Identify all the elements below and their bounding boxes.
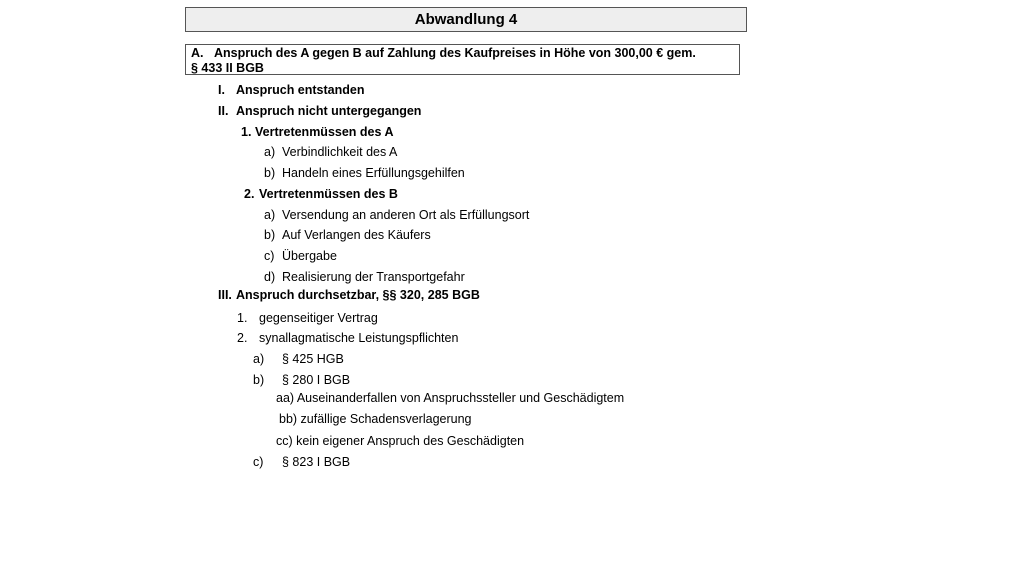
outline-number: c) bbox=[253, 455, 264, 469]
outline-item-iii-2-b-aa bbox=[276, 390, 624, 406]
outline-text: cc) kein eigener Anspruch des Geschädigten bbox=[276, 434, 525, 448]
outline-number: b) bbox=[253, 373, 265, 387]
outline-item-i bbox=[218, 82, 365, 98]
outline-item-iii-2 bbox=[237, 330, 458, 346]
outline-item-iii-2-b-cc bbox=[276, 433, 524, 449]
section-a-text: Anspruch des A gegen B auf Zahlung des Kaufpreises in Höhe von 300,00 € gem. bbox=[214, 46, 696, 60]
outline-item-iii-2-c bbox=[253, 454, 350, 470]
outline-text: Realisierung der Transportgefahr bbox=[282, 270, 465, 284]
outline-item-ii bbox=[218, 103, 421, 119]
outline-number: a) bbox=[264, 145, 276, 159]
outline-item-iii-2-b bbox=[253, 372, 350, 388]
outline-number: 2. bbox=[244, 187, 255, 201]
outline-number: II. bbox=[218, 104, 229, 118]
outline-text: § 425 HGB bbox=[282, 352, 344, 366]
slide-title: Abwandlung 4 bbox=[185, 7, 747, 32]
section-a-line1 bbox=[191, 46, 739, 61]
outline-item-ii-1-a bbox=[264, 144, 397, 160]
outline-number: I. bbox=[218, 83, 225, 97]
outline-text: Anspruch nicht untergegangen bbox=[236, 104, 422, 118]
outline-text: bb) zufällige Schadensverlagerung bbox=[279, 412, 472, 426]
outline-number: 1. bbox=[237, 311, 248, 325]
outline-text: Vertretenmüssen des B bbox=[259, 187, 398, 201]
outline-text: synallagmatische Leistungspflichten bbox=[259, 331, 459, 345]
outline-text: Anspruch durchsetzbar, §§ 320, 285 BGB bbox=[236, 288, 480, 302]
outline-number: a) bbox=[253, 352, 265, 366]
outline-item-iii-2-a bbox=[253, 351, 344, 367]
outline-text: Versendung an anderen Ort als Erfüllungsort bbox=[282, 208, 530, 222]
outline-item-iii bbox=[218, 287, 480, 303]
outline-number: III. bbox=[218, 288, 232, 302]
outline-text: § 823 I BGB bbox=[282, 455, 351, 469]
outline-item-ii-2-c bbox=[264, 248, 337, 264]
outline-item-ii-2-b bbox=[264, 227, 431, 243]
outline-text: § 280 I BGB bbox=[282, 373, 351, 387]
outline-item-ii-1 bbox=[241, 124, 393, 140]
outline-text: Handeln eines Erfüllungsgehilfen bbox=[282, 166, 465, 180]
outline-number: b) bbox=[264, 228, 276, 242]
outline-number: 2. bbox=[237, 331, 248, 345]
section-a-letter: A. bbox=[191, 46, 204, 60]
outline-number: b) bbox=[264, 166, 276, 180]
outline-text: Anspruch entstanden bbox=[236, 83, 365, 97]
outline-text: Vertretenmüssen des A bbox=[255, 125, 394, 139]
outline-number: d) bbox=[264, 270, 276, 284]
outline-text: Übergabe bbox=[282, 249, 337, 263]
outline-text: Auf Verlangen des Käufers bbox=[282, 228, 431, 242]
outline-item-iii-1 bbox=[237, 310, 378, 326]
section-a-line2: § 433 II BGB bbox=[191, 61, 264, 75]
outline-number: a) bbox=[264, 208, 276, 222]
outline-item-ii-2-a bbox=[264, 207, 529, 223]
section-a-heading bbox=[185, 44, 740, 75]
outline-item-iii-2-b-bb bbox=[279, 411, 472, 427]
outline-number: c) bbox=[264, 249, 275, 263]
outline-text: Verbindlichkeit des A bbox=[282, 145, 398, 159]
outline-item-ii-1-b bbox=[264, 165, 465, 181]
outline-item-ii-2-d bbox=[264, 269, 465, 285]
outline-text: gegenseitiger Vertrag bbox=[259, 311, 378, 325]
outline-number: 1. bbox=[241, 125, 252, 139]
outline-text: aa) Auseinanderfallen von Anspruchssteller und Geschädigtem bbox=[276, 391, 625, 405]
outline-item-ii-2 bbox=[244, 186, 398, 202]
